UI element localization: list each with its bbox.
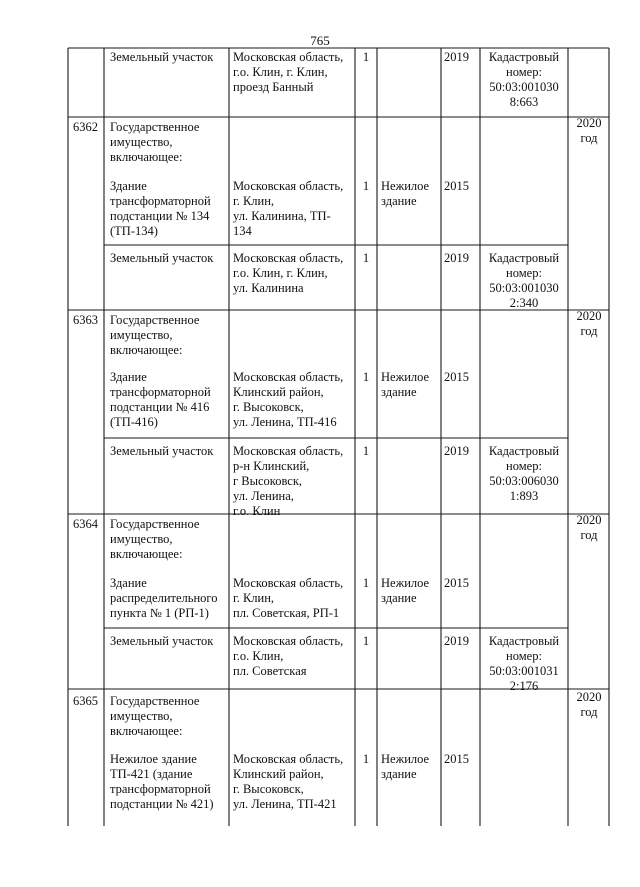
item-year: 2015 bbox=[444, 576, 469, 590]
record-number: 6363 bbox=[73, 313, 98, 327]
record-number: 6365 bbox=[73, 694, 98, 708]
item-address: Московская область, г.о. Клин, г. Клин, ул. Калинина bbox=[233, 251, 344, 295]
transfer-year: 2020 год bbox=[576, 309, 602, 338]
item-name: Здание трансформаторной подстанции № 416 (ТП-416) bbox=[110, 370, 211, 429]
item-type: Нежилое здание bbox=[381, 179, 430, 208]
item-address: Московская область, г. Клин, ул. Калинина, ТП- 134 bbox=[233, 179, 344, 238]
item-name: Здание распределительного пункта № 1 (РП-1) bbox=[110, 576, 218, 620]
group-label: Государственное имущество, включающее: bbox=[110, 694, 200, 738]
item-name: Здание трансформаторной подстанции № 134 (ТП-134) bbox=[110, 179, 211, 238]
item-address: Московская область, р-н Клинский, г Высоковск, ул. Ленина, г.о. Клин bbox=[233, 444, 344, 518]
record-number: 6362 bbox=[73, 120, 98, 134]
item-cadastral: Кадастровый номер: 50:03:001030 2:340 bbox=[488, 251, 560, 310]
item-name: Земельный участок bbox=[110, 444, 214, 458]
item-qty: 1 bbox=[362, 576, 370, 590]
transfer-year: 2020 год bbox=[576, 513, 602, 542]
group-label: Государственное имущество, включающее: bbox=[110, 313, 200, 357]
item-type: Нежилое здание bbox=[381, 370, 430, 399]
item-qty: 1 bbox=[362, 444, 370, 458]
item-name: Земельный участок bbox=[110, 634, 214, 648]
item-year: 2019 bbox=[444, 634, 469, 648]
item-year: 2019 bbox=[444, 444, 469, 458]
transfer-year: 2020 год bbox=[576, 690, 602, 719]
item-year: 2015 bbox=[444, 370, 469, 384]
item-year: 2015 bbox=[444, 179, 469, 193]
item-cadastral: Кадастровый номер: 50:03:001030 8:663 bbox=[488, 50, 560, 109]
item-qty: 1 bbox=[362, 752, 370, 766]
item-qty: 1 bbox=[362, 251, 370, 265]
item-type: Нежилое здание bbox=[381, 576, 430, 605]
item-qty: 1 bbox=[362, 370, 370, 384]
item-address: Московская область, Клинский район, г. Высоковск, ул. Ленина, ТП-421 bbox=[233, 752, 344, 811]
transfer-year: 2020 год bbox=[576, 116, 602, 145]
item-name: Земельный участок bbox=[110, 50, 214, 64]
item-address: Московская область, г.о. Клин, пл. Советская bbox=[233, 634, 344, 678]
item-name: Земельный участок bbox=[110, 251, 214, 265]
item-type: Нежилое здание bbox=[381, 752, 430, 781]
item-address: Московская область, г. Клин, пл. Советская, РП-1 bbox=[233, 576, 344, 620]
group-label: Государственное имущество, включающее: bbox=[110, 517, 200, 561]
item-address: Московская область, Клинский район, г. Высоковск, ул. Ленина, ТП-416 bbox=[233, 370, 344, 429]
item-year: 2019 bbox=[444, 50, 469, 64]
item-cadastral: Кадастровый номер: 50:03:006030 1:893 bbox=[488, 444, 560, 503]
item-address: Московская область, г.о. Клин, г. Клин, проезд Банный bbox=[233, 50, 344, 94]
item-qty: 1 bbox=[362, 634, 370, 648]
item-year: 2015 bbox=[444, 752, 469, 766]
page-number: 765 bbox=[310, 33, 330, 48]
item-cadastral: Кадастровый номер: 50:03:001031 2:176 bbox=[488, 634, 560, 693]
record-number: 6364 bbox=[73, 517, 98, 531]
item-qty: 1 bbox=[362, 50, 370, 64]
item-qty: 1 bbox=[362, 179, 370, 193]
item-year: 2019 bbox=[444, 251, 469, 265]
item-name: Нежилое здание ТП-421 (здание трансформаторной подстанции № 421) bbox=[110, 752, 214, 811]
group-label: Государственное имущество, включающее: bbox=[110, 120, 200, 164]
